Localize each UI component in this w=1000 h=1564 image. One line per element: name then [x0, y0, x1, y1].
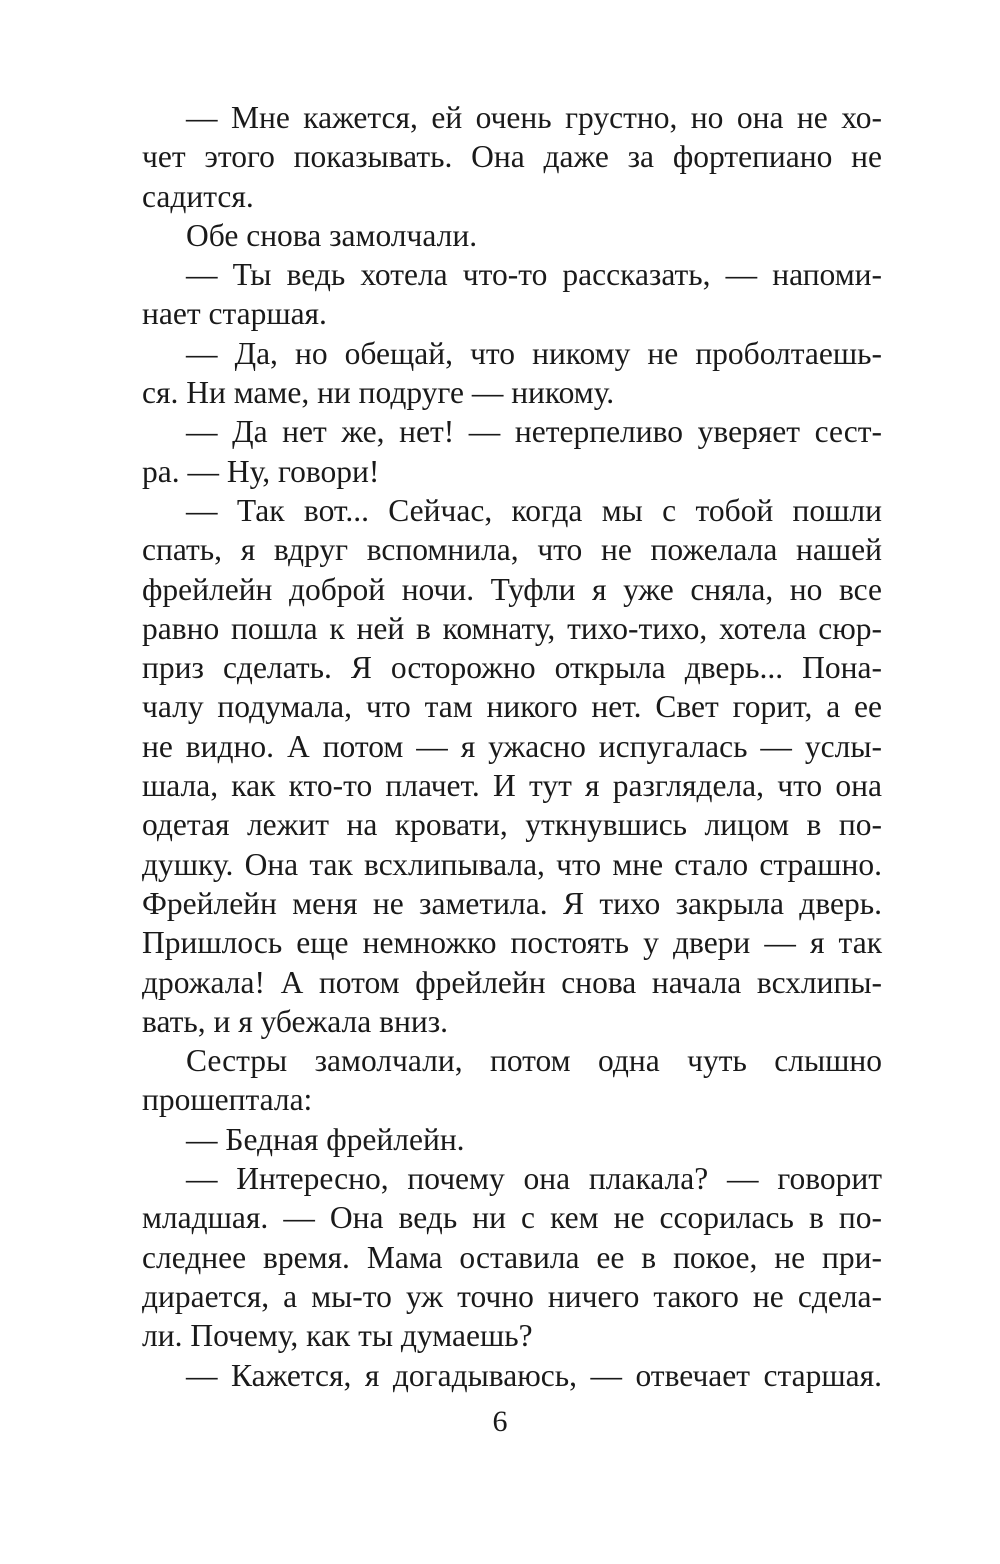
text-line: дирается, а мы-то уж точно ничего такого не сдела-: [142, 1278, 882, 1314]
text-line: приз сделать. Я осторожно открыла дверь... Пона-: [142, 650, 882, 686]
text-line: младшая. — Она ведь ни с кем не ссорилась в по-: [142, 1200, 882, 1236]
text-line: Сестры замолчали, потом одна чуть слышно: [186, 1043, 882, 1079]
text-line: — Ты ведь хотела что-то рассказать, — напоми-: [186, 257, 882, 293]
text-line: равно пошла к ней в комнату, тихо-тихо, хотела сюр-: [142, 610, 882, 646]
text-line: ли. Почему, как ты думаешь?: [142, 1318, 533, 1354]
text-line: Пришлось еще немножко постоять у двери — я так: [142, 925, 882, 961]
text-line: — Интересно, почему она плакала? — говорит: [186, 1161, 882, 1197]
text-line: дрожала! А потом фрейлейн снова начала всхлипы-: [142, 964, 882, 1000]
text-line: фрейлейн доброй ночи. Туфли я уже сняла, но все: [142, 571, 882, 607]
text-line: не видно. А потом — я ужасно испугалась — услы-: [142, 728, 882, 764]
page-body-text: [142, 98, 882, 1395]
text-line: спать, я вдруг вспомнила, что не пожелала нашей: [142, 532, 882, 568]
page-number: 6: [492, 1405, 508, 1438]
text-line: — Так вот... Сейчас, когда мы с тобой пошли: [186, 492, 882, 528]
text-line: садится.: [142, 178, 254, 214]
text-line: нает старшая.: [142, 296, 327, 332]
text-line: одетая лежит на кровати, уткнувшись лицом в по-: [142, 807, 882, 843]
text-line: Обе снова замолчали.: [186, 217, 478, 253]
text-line: прошептала:: [142, 1082, 313, 1118]
text-line: — Бедная фрейлейн.: [186, 1121, 465, 1157]
text-line: ся. Ни маме, ни подруге — никому.: [142, 375, 615, 411]
text-line: — Мне кажется, ей очень грустно, но она не хо-: [186, 100, 882, 135]
text-line: — Да, но обещай, что никому не проболтаешь-: [186, 335, 882, 371]
text-line: — Да нет же, нет! — нетерпеливо уверяет сест-: [186, 414, 882, 450]
text-line: Фрейлейн меня не заметила. Я тихо закрыла дверь.: [142, 885, 882, 921]
text-line: вать, и я убежала вниз.: [142, 1003, 449, 1039]
text-line: чалу подумала, что там никого нет. Свет горит, а ее: [142, 689, 882, 725]
text-line: ра. — Ну, говори!: [142, 453, 380, 489]
text-line: — Кажется, я догадываюсь, — отвечает старшая.: [186, 1357, 882, 1393]
text-line: душку. Она так всхлипывала, что мне стало страшно.: [142, 846, 882, 882]
text-line: следнее время. Мама оставила ее в покое, не при-: [142, 1239, 882, 1275]
text-line: чет этого показывать. Она даже за фортепиано не: [142, 139, 882, 175]
text-line: шала, как кто-то плачет. И тут я разглядела, что она: [142, 768, 882, 804]
